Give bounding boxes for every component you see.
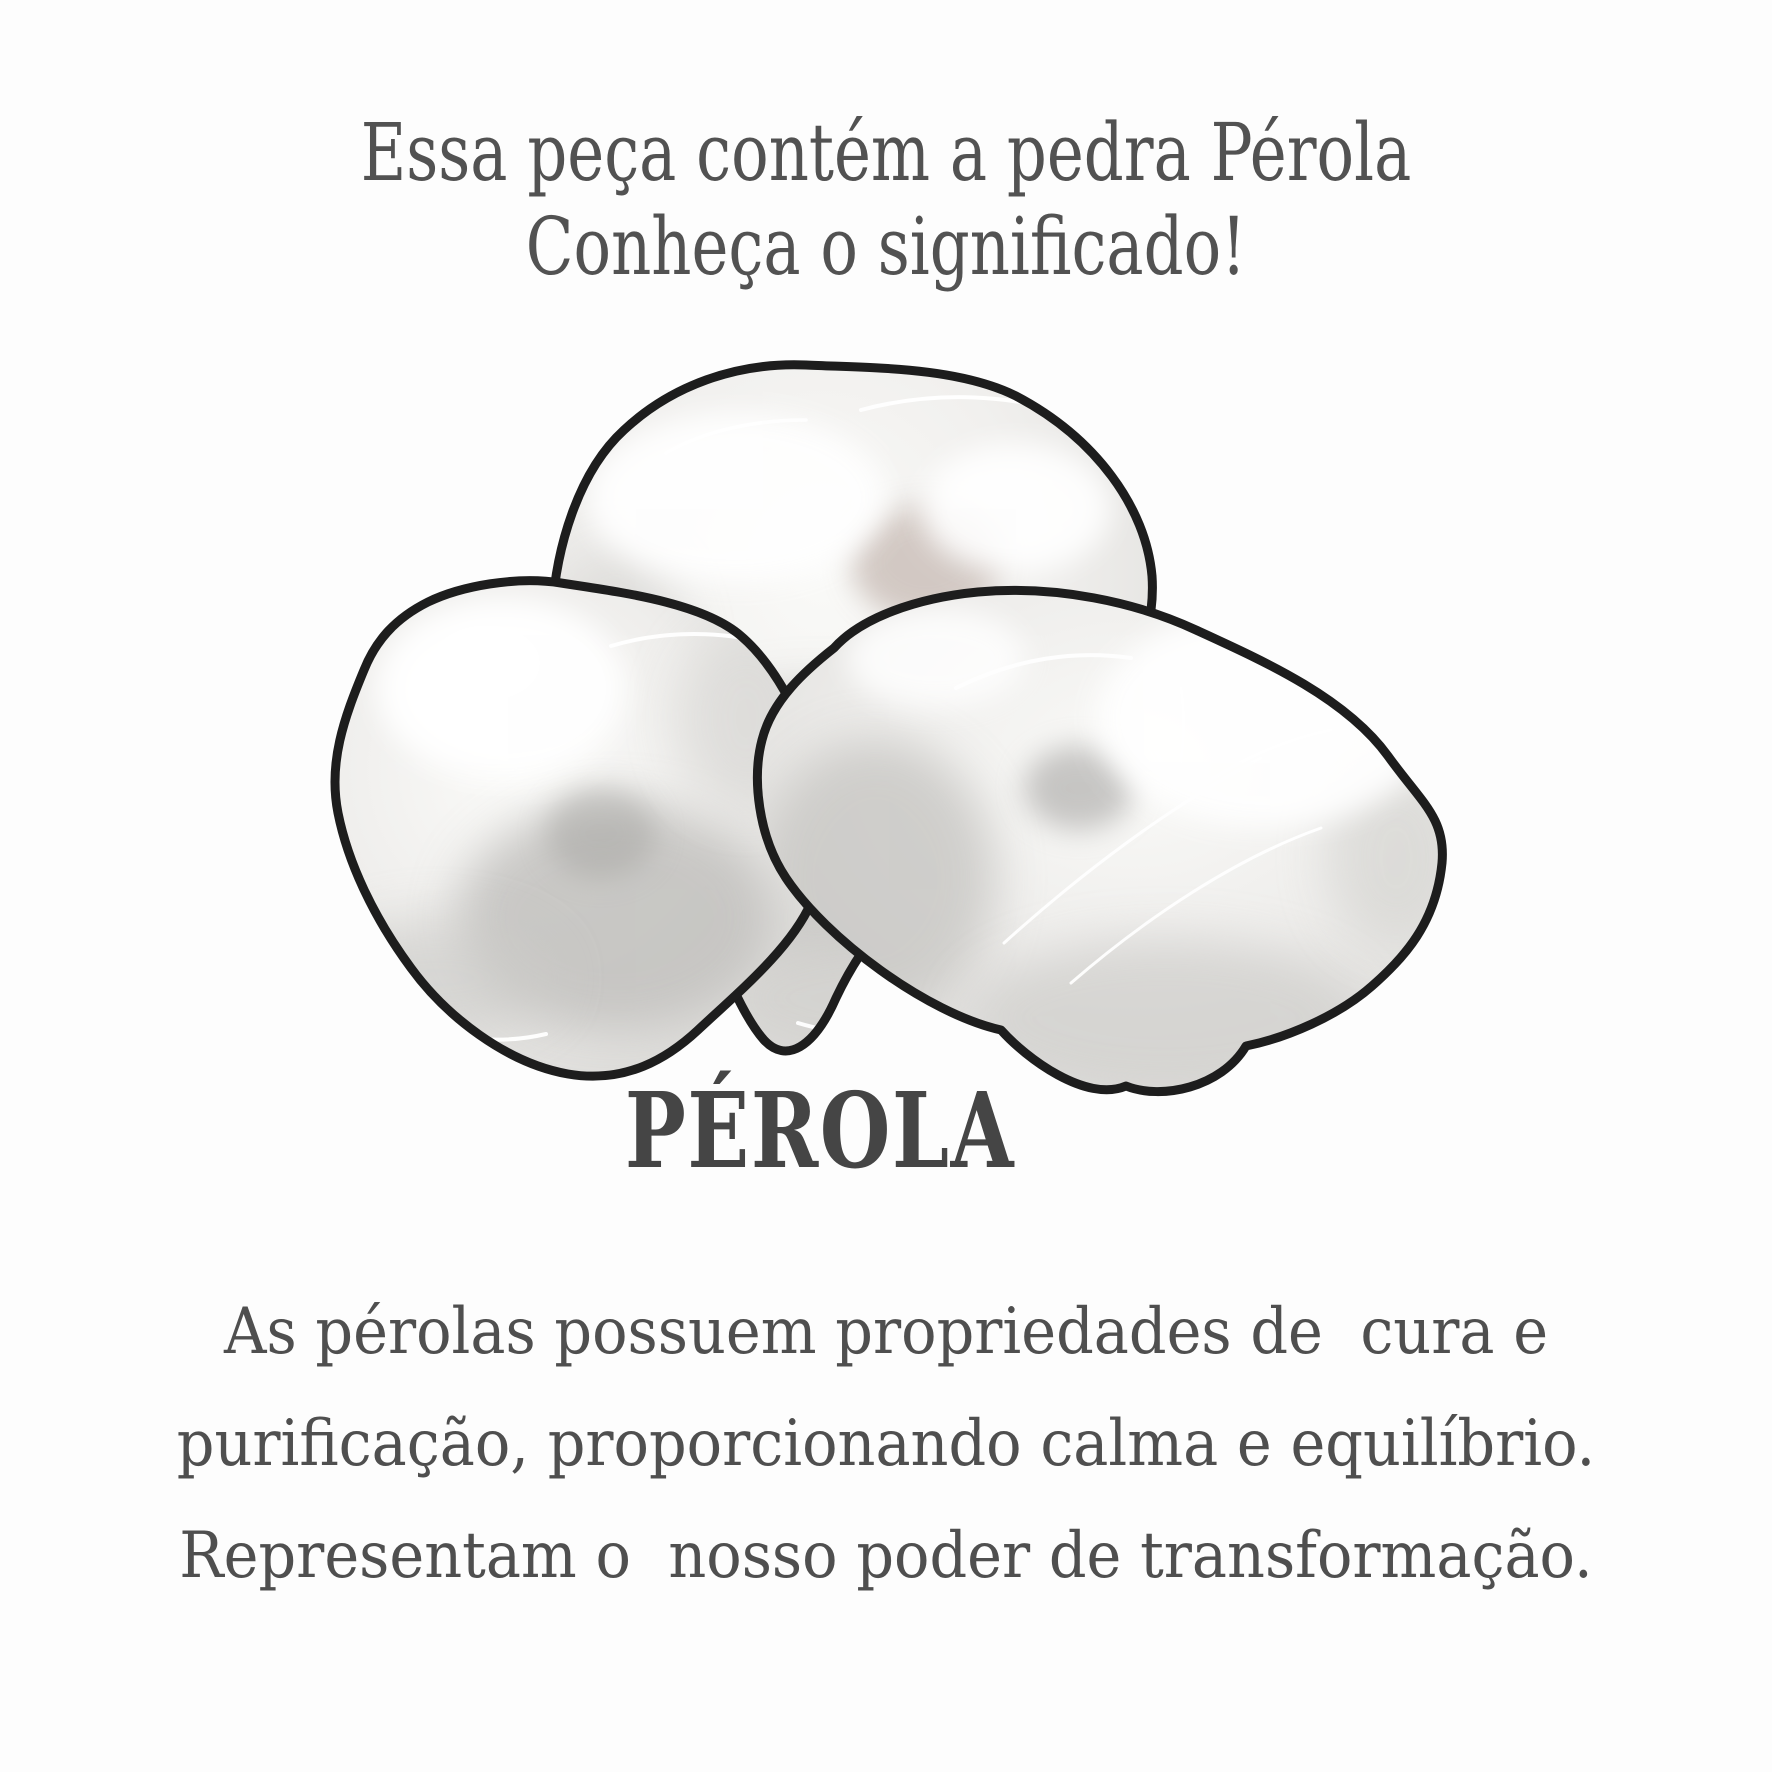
description-line-1: As pérolas possuem propriedades de cura e [223, 1295, 1549, 1369]
pearl-right [756, 590, 1456, 1098]
pearls-illustration [316, 358, 1456, 1098]
description-text [0, 1276, 1772, 1612]
description-line-2: purificação, proporcionando calma e equilíbrio. [176, 1407, 1596, 1481]
description-line-3: Representam o nosso poder de transformação. [179, 1519, 1593, 1593]
intro-line-2: Conheça o significado! [525, 200, 1247, 293]
pearls-drawing-svg [316, 358, 1456, 1098]
stone-title: PÉROLA [624, 1069, 1016, 1192]
intro-text [0, 0, 1772, 294]
intro-line-1: Essa peça contém a pedra Pérola [360, 106, 1412, 199]
